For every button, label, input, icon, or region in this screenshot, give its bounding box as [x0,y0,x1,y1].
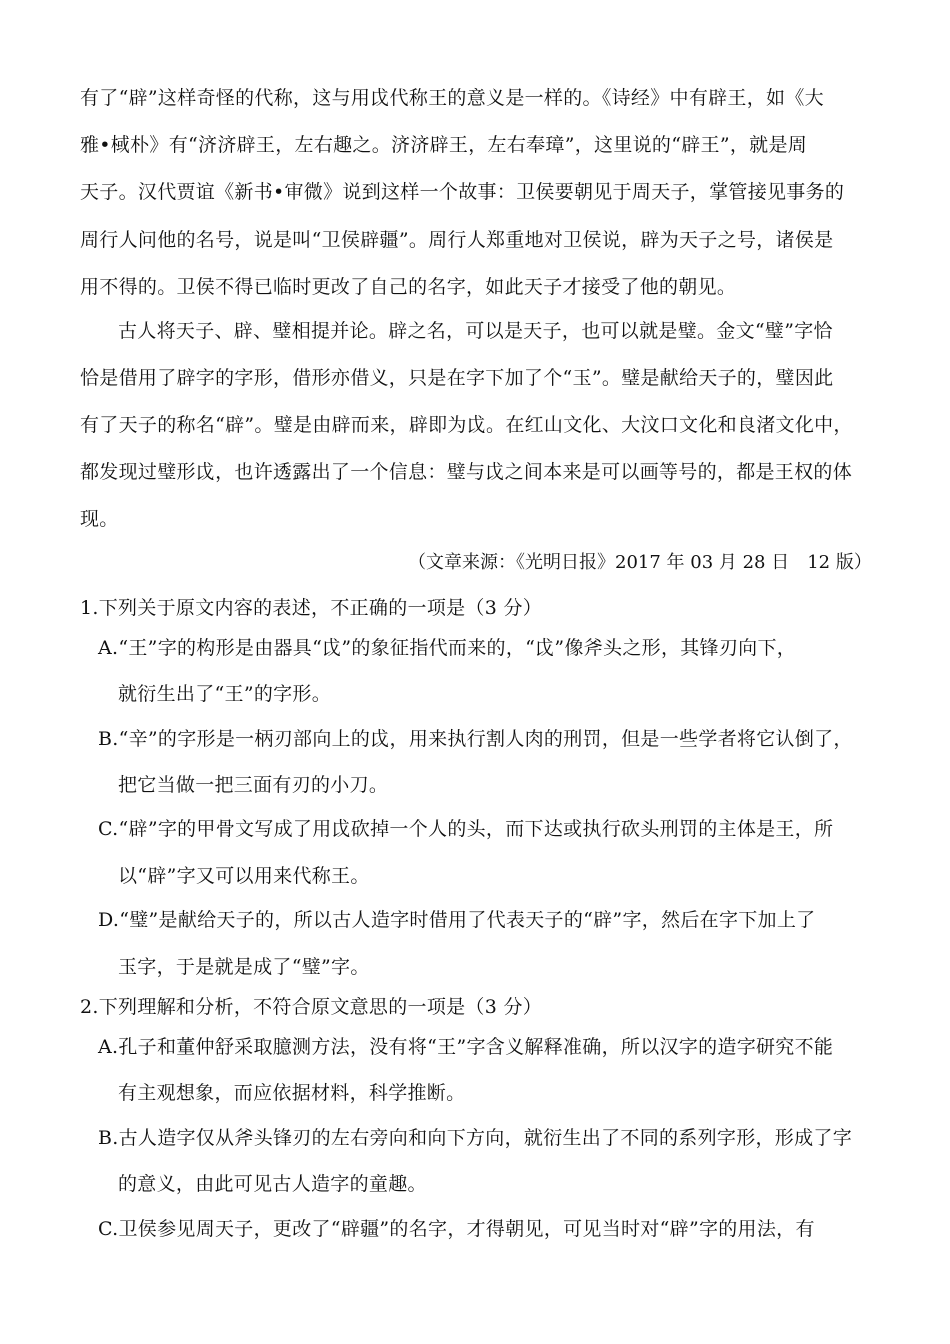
question-1-option-d-line-2: 玉字，于是就是成了“璧”字。 [118,956,370,978]
question-1-option-a-line-1: A.“王”字的构形是由器具“戉”的象征指代而来的，“戉”像斧头之形，其锋刃向下， [98,637,797,659]
question-1-option-c-line-1: C.“辟”字的甲骨文写成了用戉砍掉一个人的头，而下达或执行砍头刑罚的主体是王，所 [98,818,834,840]
question-1-option-c-line-2: 以“辟”字又可以用来代称王。 [118,865,370,887]
paragraph-1-line-5: 用不得的。卫侯不得已临时更改了自己的名字，如此天子才接受了他的朝见。 [80,276,737,298]
question-2-option-c-line-1: C.卫侯参见周天子，更改了“辟疆”的名字，才得朝见，可见当时对“辟”字的用法，有 [98,1218,815,1240]
question-2-option-a-line-2: 有主观想象，而应依据材料，科学推断。 [118,1082,466,1104]
question-1-stem: 1.下列关于原文内容的表述，不正确的一项是（3 分） [80,597,543,619]
question-1-option-d-line-1: D.“璧”是献给天子的，所以古人造字时借用了代表天子的“辟”字，然后在字下加上了 [98,909,816,931]
article-source: （文章来源：《光明日报》2017 年 03 月 28 日 12 版） [408,552,872,573]
question-2-option-a-line-1: A.孔子和董仲舒采取臆测方法，没有将“王”字含义解释准确，所以汉字的造字研究不能 [98,1036,834,1058]
paragraph-1-line-4: 周行人问他的名号，说是叫“卫侯辟疆”。周行人郑重地对卫侯说，辟为天子之号，诸侯是 [80,229,834,251]
paragraph-2-line-2: 恰是借用了辟字的字形，借形亦借义，只是在字下加了个“玉”。璧是献给天子的，璧因此 [80,367,834,389]
question-1-option-b-line-1: B.“辛”的字形是一柄刃部向上的戉，用来执行割人肉的刑罚，但是一些学者将它认倒了， [98,728,853,750]
paragraph-2-line-1: 古人将天子、辟、璧相提并论。辟之名，可以是天子，也可以就是璧。金文“璧”字恰 [118,320,833,342]
paragraph-2-line-3: 有了天子的称名“辟”。璧是由辟而来，辟即为戉。在红山文化、大汶口文化和良渚文化中， [80,414,853,436]
question-2-option-b-line-1: B.古人造字仅从斧头锋刃的左右旁向和向下方向，就衍生出了不同的系列字形，形成了字 [98,1127,853,1149]
paragraph-1-line-2: 雅•棫朴》有“济济辟王，左右趣之。济济辟王，左右奉璋”，这里说的“辟王”，就是周 [80,134,808,156]
question-1-option-a-line-2: 就衍生出了“王”的字形。 [118,683,332,705]
question-2-option-b-line-2: 的意义，由此可见古人造字的童趣。 [118,1173,427,1195]
paragraph-2-line-5: 现。 [80,508,119,530]
paragraph-1-line-3: 天子。汉代贾谊《新书•审微》说到这样一个故事：卫侯要朝见于周天子，掌管接见事务的 [80,181,845,203]
paragraph-2-line-4: 都发现过璧形戉，也许透露出了一个信息：璧与戉之间本来是可以画等号的，都是王权的体 [80,461,853,483]
paragraph-1-line-1: 有了“辟”这样奇怪的代称，这与用戉代称王的意义是一样的。《诗经》中有辟王，如《大 [80,87,824,109]
question-1-option-b-line-2: 把它当做一把三面有刃的小刀。 [118,774,389,796]
question-2-stem: 2.下列理解和分析，不符合原文意思的一项是（3 分） [80,996,543,1018]
